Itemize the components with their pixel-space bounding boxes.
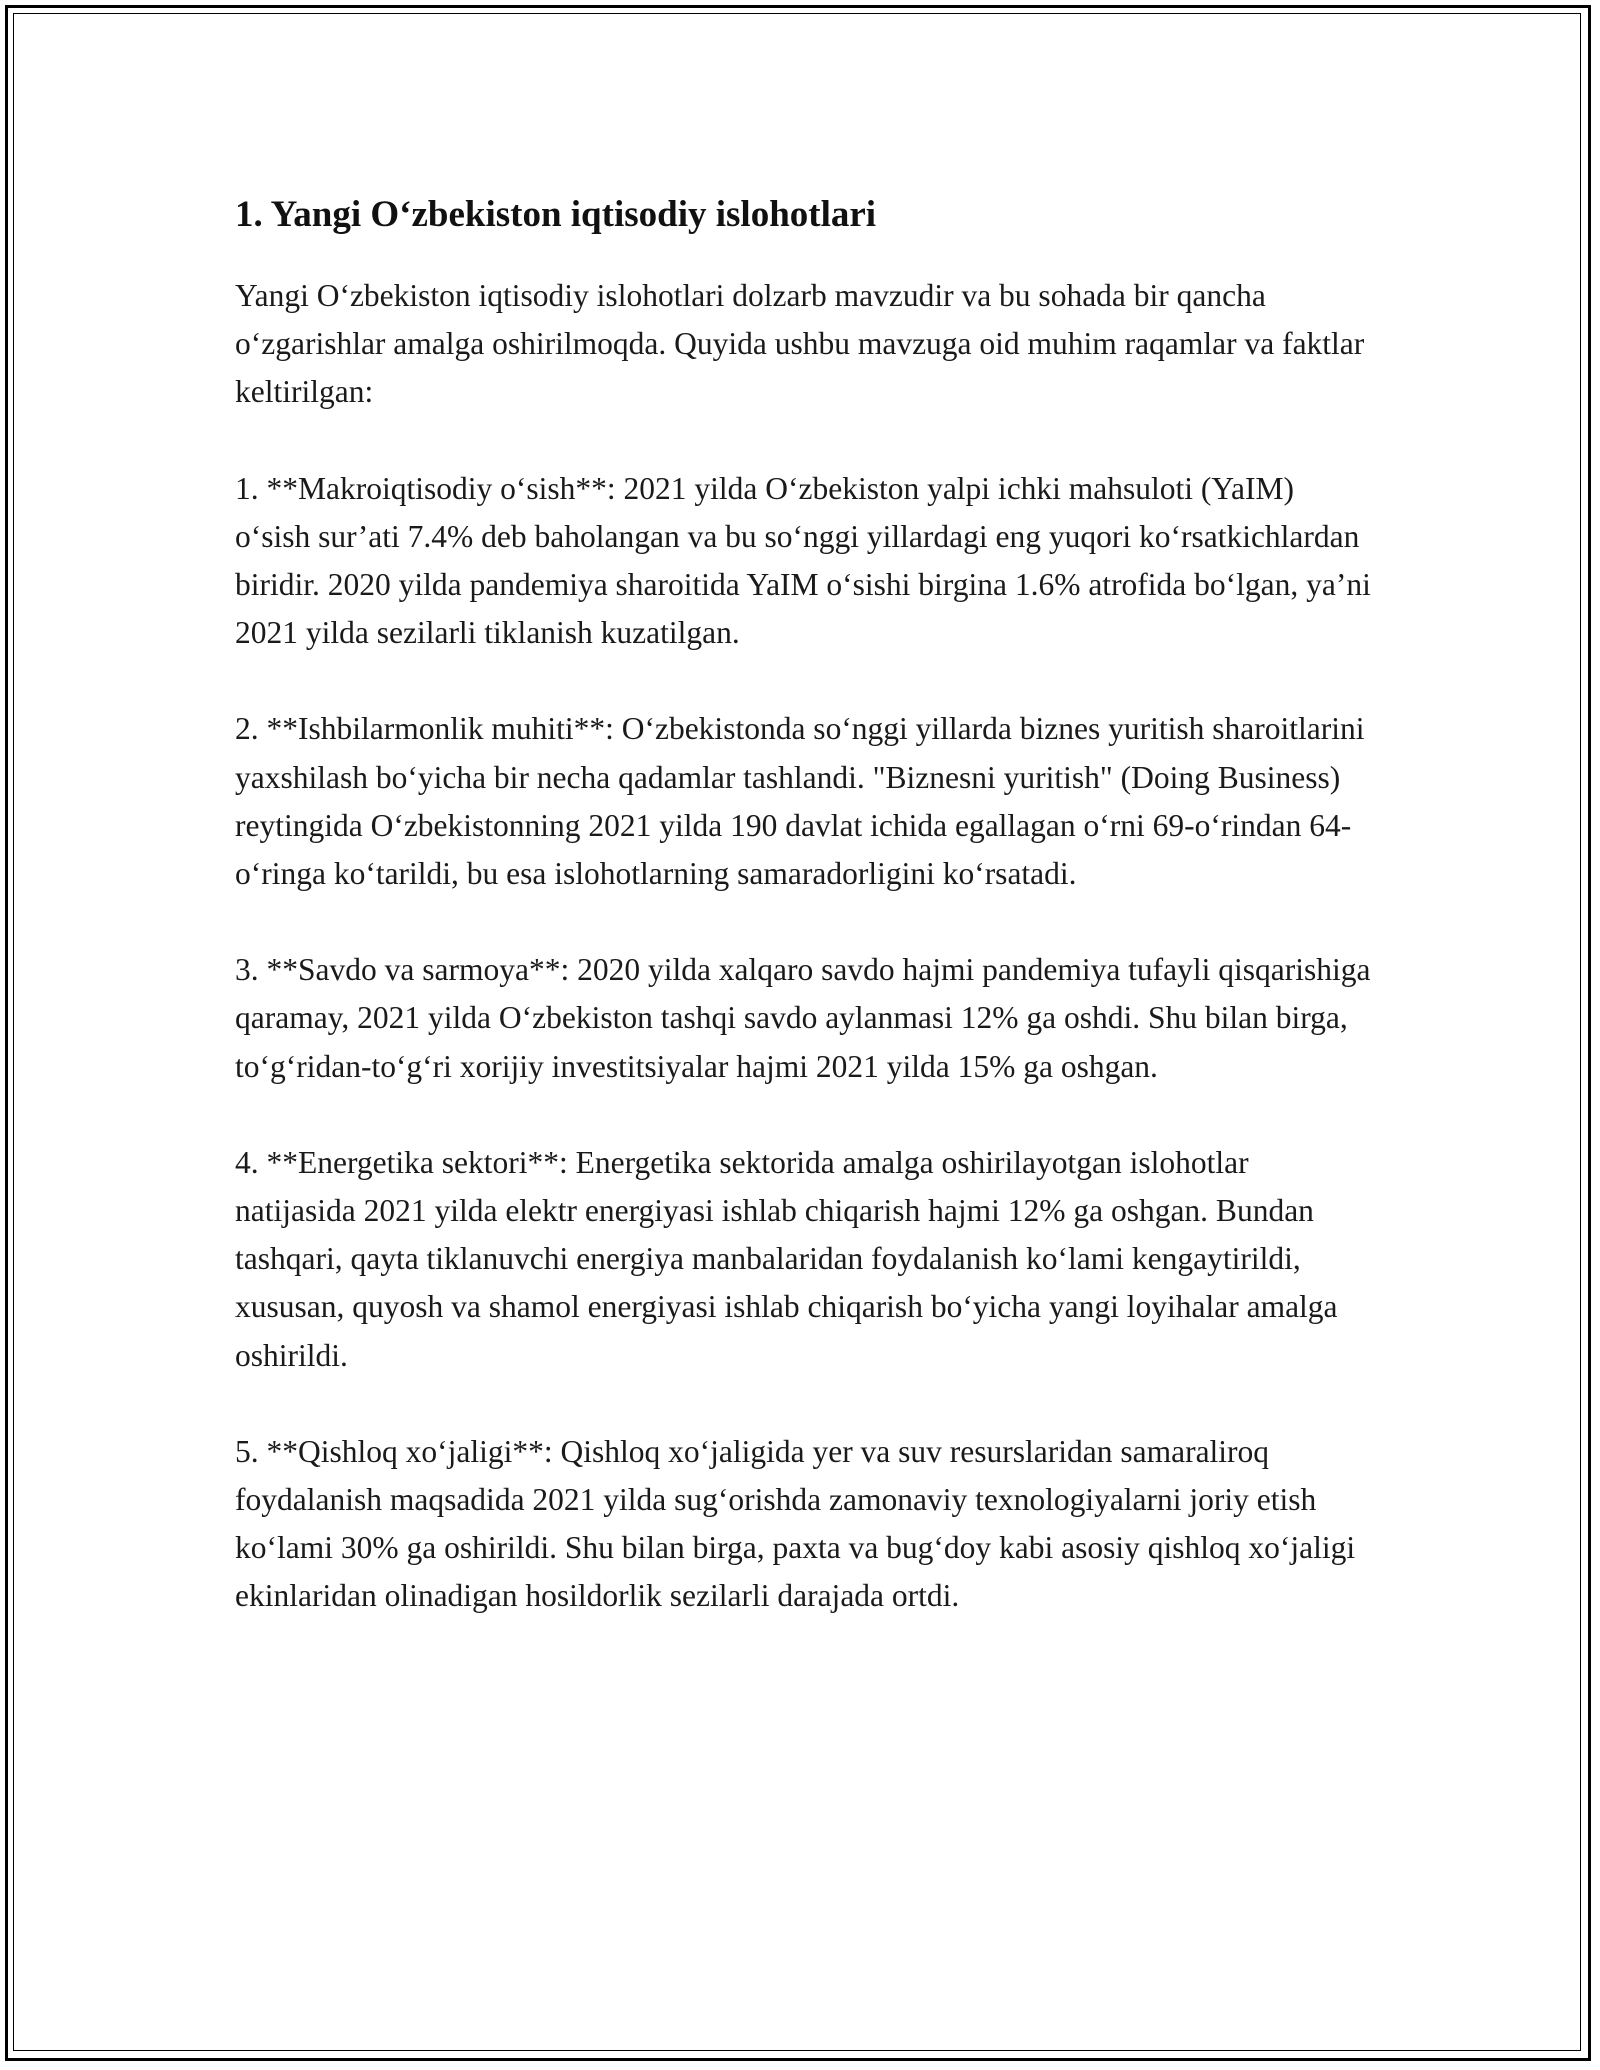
item-macroeconomic-growth: 1. **Makroiqtisodiy o‘sish**: 2021 yilda O‘zbekiston yalpi ichki mahsuloti (YaIM) o‘sish sur’ati 7.4% deb baholangan va bu so‘nggi yillardagi eng yuqori ko‘rsatkichlardan biridir. 2020 yilda pandemiya sharoitida YaIM o‘sishi birgina 1.6% atrofida bo‘lgan, ya’ni 2021 yilda sezilarli tiklanish kuzatilgan. — [235, 470, 1371, 651]
document-body — [235, 180, 1375, 1669]
item-agriculture: 5. **Qishloq xo‘jaligi**: Qishloq xo‘jaligida yer va suv resurslaridan samaraliroq foydalanish maqsadida 2021 yilda sug‘orishda zamonaviy texnologiyalarni joriy etish ko‘lami 30% ga oshirildi. Shu bilan birga, paxta va bug‘doy kabi asosiy qishloq xo‘jaligi ekinlaridan olinadigan hosildorlik sezilarli darajada ortdi. — [235, 1433, 1356, 1614]
item-energy-sector: 4. **Energetika sektori**: Energetika sektorida amalga oshirilayotgan islohotlar natijasida 2021 yilda elektr energiyasi ishlab chiqarish hajmi 12% ga oshgan. Bundan tashqari, qayta tiklanuvchi energiya manbalaridan foydalanish ko‘lami kengaytirildi, xususan, quyosh va shamol energiyasi ishlab chiqarish bo‘yicha yangi loyihalar amalga oshirildi. — [235, 1144, 1338, 1373]
item-business-environment: 2. **Ishbilarmonlik muhiti**: O‘zbekistonda so‘nggi yillarda biznes yuritish sharoitlarini yaxshilash bo‘yicha bir necha qadamlar tashlandi. "Biznesni yuritish" (Doing Business) reytingida O‘zbekistonning 2021 yilda 190 davlat ichida egallagan o‘rni 69-o‘rindan 64-o‘ringa ko‘tarildi, bu esa islohotlarning samaradorligini ko‘rsatadi. — [235, 711, 1365, 892]
intro-paragraph: Yangi O‘zbekiston iqtisodiy islohotlari dolzarb mavzudir va bu sohada bir qancha o‘zgarishlar amalga oshirilmoqda. Quyida ushbu mavzuga oid muhim raqamlar va faktlar keltirilgan: — [235, 278, 1365, 410]
item-trade-investment: 3. **Savdo va sarmoya**: 2020 yilda xalqaro savdo hajmi pandemiya tufayli qisqarishiga qaramay, 2021 yilda O‘zbekiston tashqi savdo aylanmasi 12% ga oshdi. Shu bilan birga, to‘g‘ridan-to‘g‘ri xorijiy investitsiyalar hajmi 2021 yilda 15% ga oshgan. — [235, 952, 1371, 1084]
document-title: 1. Yangi O‘zbekiston iqtisodiy islohotlari — [235, 194, 877, 235]
